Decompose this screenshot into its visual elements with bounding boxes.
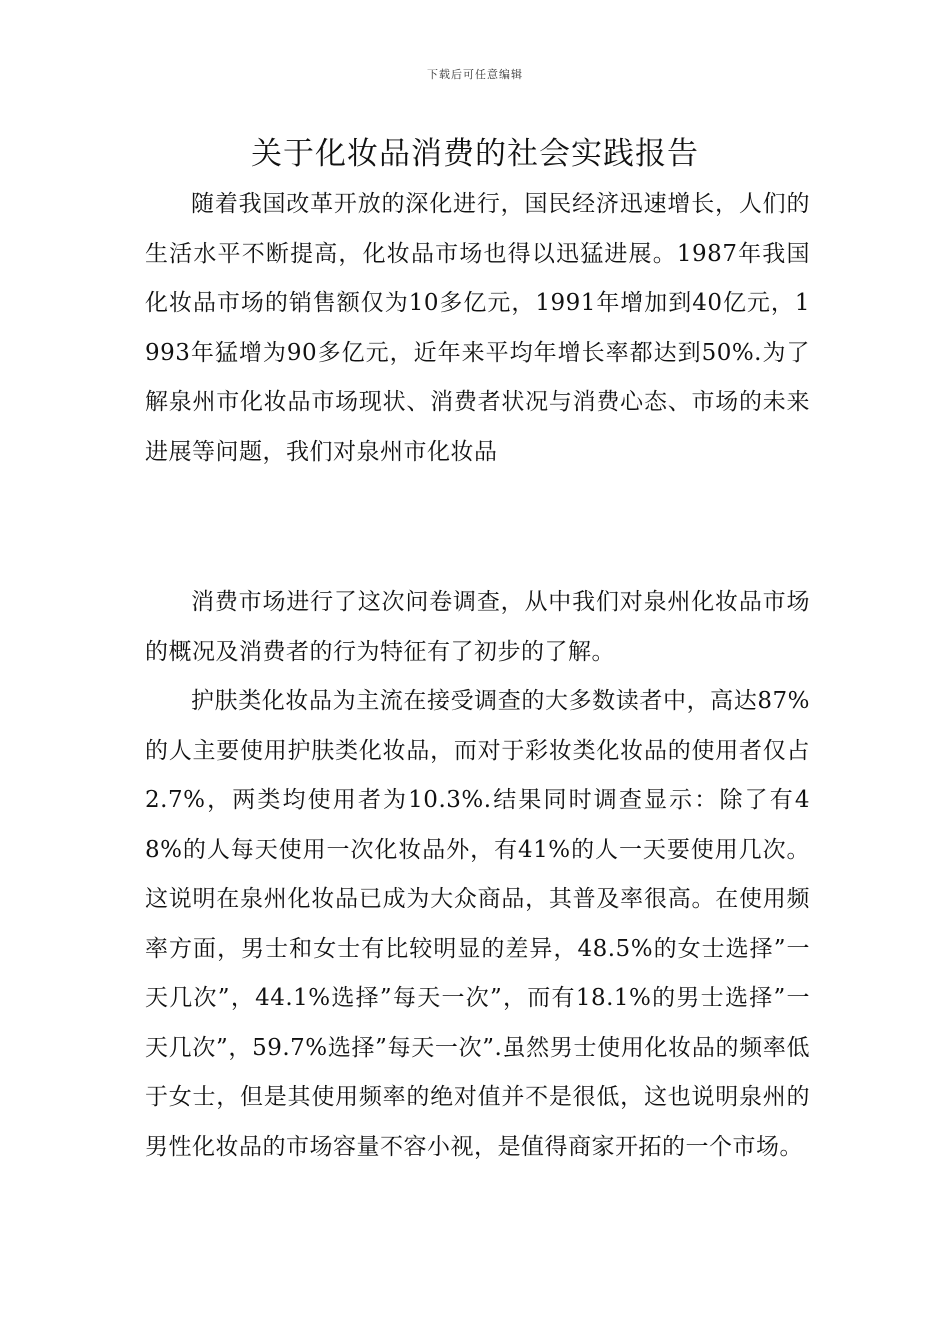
document-title: 关于化妆品消费的社会实践报告 — [251, 136, 699, 172]
header-note: 下载后可任意编辑 — [427, 68, 523, 81]
body-section-2 — [145, 578, 810, 1172]
paragraph-survey: 消费市场进行了这次问卷调查，从中我们对泉州化妆品市场的概况及消费者的行为特征有了初步的了解。 — [145, 589, 810, 665]
body-section-1 — [145, 180, 810, 477]
paragraph-skincare: 护肤类化妆品为主流在接受调查的大多数读者中，高达87%的人主要使用护肤类化妆品，而对于彩妆类化妆品的使用者仅占2.7%，两类均使用者为10.3%.结果同时调查显示：除了有48%的人每天使用一次化妆品外，有41%的人一天要使用几次。这说明在泉州化妆品已成为大众商品，其普及率很高。在使用频率方面，男士和女士有比较明显的差异，48.5%的女士选择”一天几次”，44.1%选择”每天一次”，而有18.1%的男士选择”一天几次”，59.7%选择”每天一次”.虽然男士使用化妆品的频率低于女士，但是其使用频率的绝对值并不是很低，这也说明泉州的男性化妆品的市场容量不容小视，是值得商家开拓的一个市场。 — [145, 688, 810, 1160]
paragraph-intro: 随着我国改革开放的深化进行，国民经济迅速增长，人们的生活水平不断提高，化妆品市场也得以迅猛进展。1987年我国化妆品市场的销售额仅为10多亿元，1991年增加到40亿元，1993年猛增为90多亿元，近年来平均年增长率都达到50%.为了解泉州市化妆品市场现状、消费者状况与消费心态、市场的未来进展等问题，我们对泉州市化妆品 — [145, 191, 810, 465]
